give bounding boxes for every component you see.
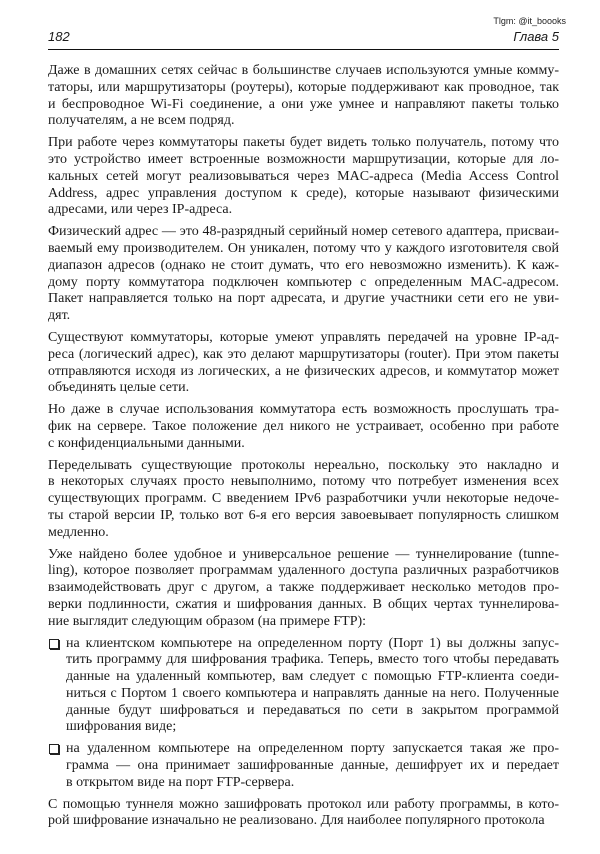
text-line: диапазон адресов (однако не стоит думать, что его невозможно изменить). К каж-	[48, 257, 559, 273]
text-line: кальных сетей могут реализовываться через MAC-адреса (Media Access Control	[48, 168, 559, 184]
watermark: Tlgm: @it_boooks	[493, 16, 566, 26]
text-line: медленно.	[48, 524, 109, 540]
text-line: данные будут шифроваться и передаваться по сети в закрытом программой	[66, 702, 559, 718]
text-line: шифрования виде;	[66, 719, 177, 735]
checkbox-bullet-icon	[49, 639, 59, 649]
text-line: на удаленном компьютере на определенном порту запускается такая же про-	[66, 741, 559, 757]
text-line: Address, адрес управления доступом к среде), которые называют физическими	[48, 185, 559, 201]
text-line: таторы, или маршрутизаторы (роутеры), которые поддерживают как проводное, так	[48, 79, 559, 95]
text-line: на клиентском компьютере на определенном порту (Порт 1) вы должны запус-	[66, 635, 559, 651]
checkbox-bullet-icon	[49, 744, 59, 754]
paragraph	[48, 135, 559, 219]
text-line: При работе через коммутаторы пакеты будет видеть только получатель, потому что	[48, 135, 559, 151]
text-line: в открытом виде на порт FTP-сервера.	[66, 774, 295, 790]
paragraph	[48, 458, 559, 542]
text-line: получателям, а не всем подряд.	[48, 113, 235, 129]
text-line: это устройство имеет встроенные возможности маршрутизации, которые для ло-	[48, 151, 559, 167]
paragraph	[48, 797, 559, 831]
text-line: дому порту коммутатора подключен компьютер с определенным MAC-адресом.	[48, 274, 559, 290]
text-line: Существуют коммутаторы, которые умеют управлять передачей на уровне IP-ад-	[48, 329, 559, 345]
page-body	[48, 63, 559, 835]
text-line: фик на сервере. Такое положение дел никого не устраивает, особенно при работе	[48, 418, 559, 434]
text-line: ты старой версии IP, только вот 6-я его версия завоевывает популярность слишком	[48, 507, 559, 523]
text-line: отправляются исходя из логических, а не физических адресов, и коммутатор может	[48, 363, 559, 379]
text-line: Даже в домашних сетях сейчас в большинстве случаев используются умные комму-	[48, 63, 559, 78]
text-line: дят.	[48, 308, 71, 324]
text-line: в некоторых случаях просто невыполнимо, потому что потребует изменения всех	[48, 474, 559, 490]
text-line: рой шифрование изначально не реализовано. Для наиболее популярного протокола	[48, 813, 545, 829]
text-line: данные на удаленный компьютер, вам следует с помощью FTP-клиента соеди-	[66, 669, 559, 685]
paragraph	[48, 547, 559, 631]
text-line: Но даже в случае использования коммутатора есть возможность прослушать тра-	[48, 402, 559, 418]
text-line: объединять целые сети.	[48, 380, 190, 396]
text-line: ling), которое позволяет программам удаленного доступа различных разработчиков	[48, 563, 559, 579]
text-line: С помощью туннеля можно зашифровать протокол или работу программы, в кото-	[48, 796, 559, 812]
text-line: и беспроводное Wi-Fi соединение, а они уже умнее и направляют пакеты только	[48, 96, 559, 112]
text-line: верки подлинности, сжатия и шифрования данных. В общих чертах туннелирова-	[48, 596, 559, 612]
text-line: адресами, или через IP-адреса.	[48, 202, 233, 218]
text-line: грамма — она принимает зашифрованные данные, дешифрует их и передает	[66, 758, 559, 774]
text-line: Пакет направляется только на порт адресата, и другие участники сети его не уви-	[48, 291, 559, 307]
text-line: взаимодействовать друг с другом, а также поддерживает несколько методов про-	[48, 580, 559, 596]
text-line: реса (логический адрес), как это делают маршрутизаторы (router). При этом пакеты	[48, 346, 559, 362]
text-line: Физический адрес — это 48-разрядный серийный номер сетевого адаптера, присваи-	[48, 224, 559, 240]
text-line: ниться с Портом 1 своего компьютера и направлять данные на него. Полученные	[66, 685, 559, 701]
paragraph	[48, 330, 559, 397]
text-line: Уже найдено более удобное и универсальное решение — туннелирование (tunne-	[48, 546, 559, 562]
text-line: тить программу для шифрования трафика. Теперь, вместо того чтобы передавать	[66, 652, 559, 668]
text-line: с конфиденциальными данными.	[48, 435, 245, 451]
page-number: 182	[48, 29, 70, 44]
list-item	[48, 636, 559, 737]
text-line: ние выглядит следующим образом (на примере FTP):	[48, 613, 367, 629]
list-item	[48, 741, 559, 791]
paragraph	[48, 224, 559, 325]
paragraph	[48, 63, 559, 130]
text-line: Переделывать существующие протоколы нереально, поскольку это накладно и	[48, 457, 559, 473]
chapter-title: Глава 5	[513, 29, 559, 44]
paragraph	[48, 402, 559, 452]
text-line: ваемый ему производителем. Он уникален, потому что у каждого изготовителя свой	[48, 240, 559, 256]
running-header	[48, 29, 559, 50]
text-line: существующих программ. С введением IPv6 разработчики учли некоторые недоче-	[48, 491, 559, 507]
